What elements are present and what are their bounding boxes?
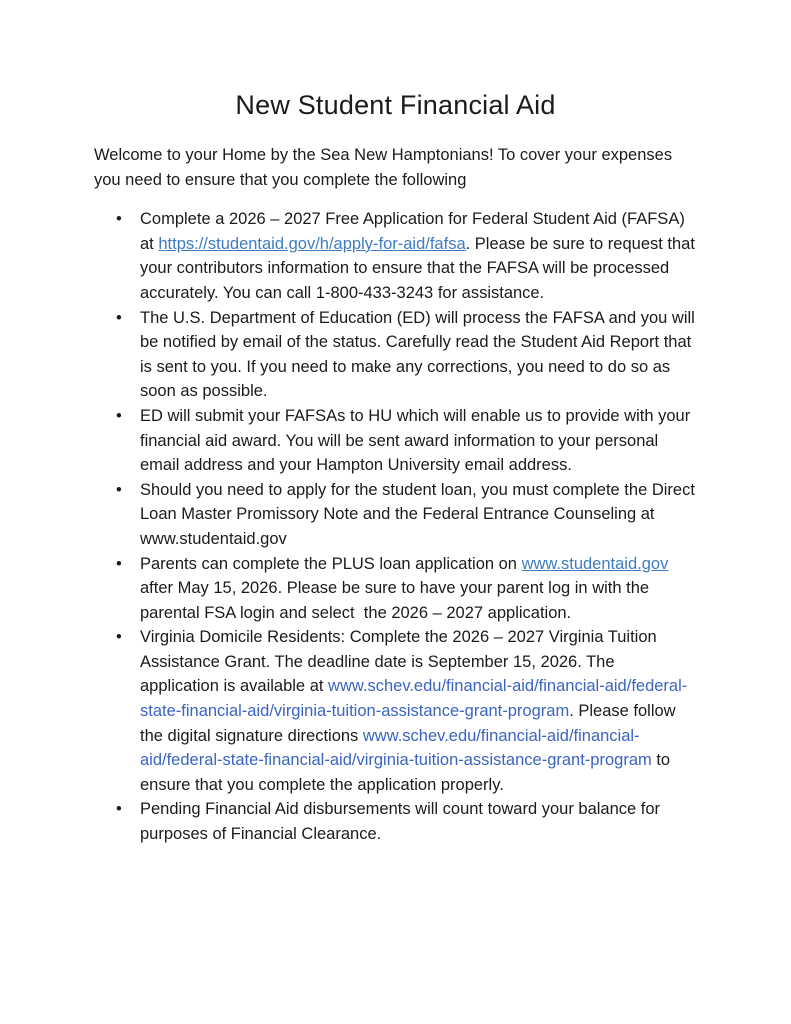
list-item [94,207,697,305]
page-title: New Student Financial Aid [235,90,556,120]
list-item-text: . Please be sure to request that your contributors information to ensure that the FAFSA will be processed accurately. You can call 1-800-433-3243 for assistance. [140,234,695,302]
hyperlink[interactable]: www.schev.edu/financial-aid/financial-aid/federal-state-financial-aid/virginia-tuition-assistance-grant-program [140,677,688,721]
list-item [94,797,697,846]
list-item-text: The U.S. Department of Education (ED) will process the FAFSA and you will be notified by email of the status. Carefully read the Student Aid Report that is sent to you. If you need to make any corrections, you need to do so as soon as possible. [140,308,695,401]
list-item-text: ED will submit your FAFSAs to HU which will enable us to provide with your financial aid award. You will be sent award information to your personal email address and your Hampton University email address. [140,406,691,475]
list-item [94,306,697,404]
list-item-text: Complete a 2026 – 2027 Free Application for Federal Student Aid (FAFSA) at [140,210,685,253]
hyperlink[interactable]: www.studentaid.gov [521,554,669,573]
hyperlink[interactable]: www.schev.edu/financial-aid/financial-aid/federal-state-financial-aid/virginia-tuition-assistance-grant-program [140,726,652,770]
list-item-text: Pending Financial Aid disbursements will count toward your balance for purposes of Financial Clearance. [140,800,661,844]
list-item-text: to ensure that you complete the application properly. [140,751,671,794]
hyperlink[interactable]: https://studentaid.gov/h/apply-for-aid/fafsa [158,234,466,253]
list-item-text: . Please follow the digital signature directions [140,702,676,745]
list-item-text: Virginia Domicile Residents: Complete the 2026 – 2027 Virginia Tuition Assistance Grant. The deadline date is September 15, 2026. The application is available at [140,628,657,696]
bullet-list [94,207,697,846]
list-item-text: after May 15, 2026. Please be sure to have your parent log in with the parental FSA login and select the 2026 – 2027 application. [140,579,650,622]
list-item [94,625,697,797]
list-item-text: Parents can complete the PLUS loan application on [140,554,522,573]
intro-paragraph: Welcome to your Home by the Sea New Hamptonians! To cover your expenses you need to ensure that you complete the following [94,146,673,189]
list-item [94,478,697,552]
list-item [94,404,697,478]
list-item-text: Should you need to apply for the student loan, you must complete the Direct Loan Master Promissory Note and the Federal Entrance Counseling at www.studentaid.gov [140,480,695,548]
list-item [94,552,697,626]
